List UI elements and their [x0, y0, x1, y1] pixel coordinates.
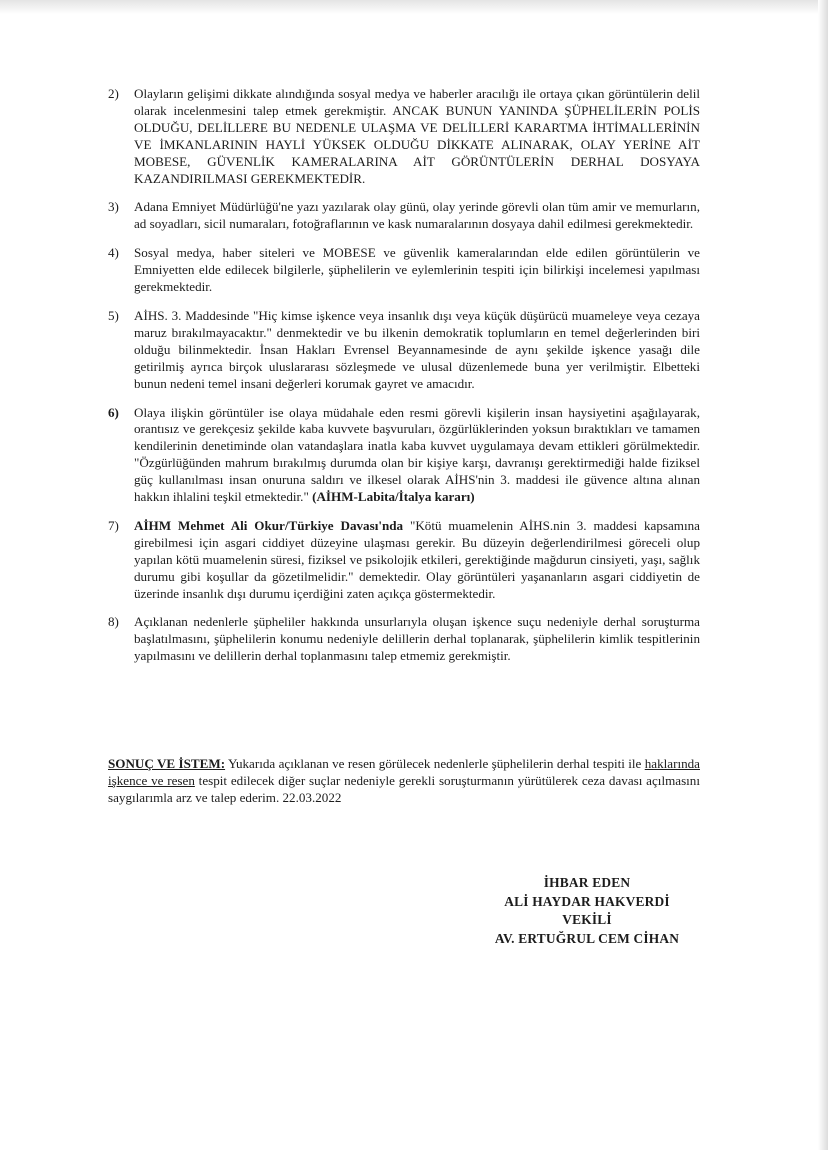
item-text: Olayların gelişimi dikkate alındığında sosyal medya ve haberler aracılığı ile ortaya çıkan görüntülerin delil olarak incelenmesini talep etmek gerekmiştir. ANCAK BUNUN YANINDA ŞÜPHELİLERİN POLİS OLDUĞU, DELİLLERE BU NEDENLE ULAŞMA VE DELİLLERİ KARARTMA İHTİMALLERİNİN VE İMKANLARININ HAYLİ YÜKSEK OLDUĞU DİKKATE ALINARAK, OLAY YERİNE AİT MOBESE, GÜVENLİK KAMERALARINA AİT GÖRÜNTÜLERİN DERHAL DOSYAYA KAZANDIRILMASI GEREKMEKTEDİR. — [134, 86, 700, 186]
item-text: "Kötü muamelenin AİHS.nin 3. maddesi kapsamına girebilmesi için asgari ciddiyet düzeyine ulaşması gerekir. Bu düzeyin değerlendirilmesi göreceli olup yapılan kötü muamelenin süresi, fiziksel ve psikolojik etkileri, gerektiğinde mağdurun cinsiyeti, yaşı, sağlık durumu gibi koşullar da gözetilmelidir." demektedir. Olay görüntüleri yaşananların asgari ciddiyetin de üzerinde insanlık dışı durumu içerdiğini zaten açıkça göstermektedir. — [134, 517, 700, 601]
conclusion-heading: SONUÇ VE İSTEM: — [108, 756, 226, 771]
conclusion-underlined: haklarında işkence ve resen — [108, 756, 700, 788]
list-item-3 — [108, 199, 700, 233]
item-number: 3) — [108, 199, 119, 215]
list-item-4 — [108, 245, 700, 296]
item-text-wrapper — [134, 518, 700, 603]
item-number: 7) — [108, 517, 119, 533]
list-item-5 — [108, 308, 700, 393]
signature-line-1: İHBAR EDEN — [543, 875, 631, 890]
scan-edge-top — [0, 0, 828, 14]
document-body — [108, 86, 700, 677]
signature-line-4: AV. ERTUĞRUL CEM CİHAN — [494, 930, 680, 946]
item-number: 6) — [108, 404, 119, 420]
case-title: AİHM Mehmet Ali Okur/Türkiye Davası'nda — [134, 517, 404, 533]
conclusion-text: Yukarıda açıklanan ve resen görülecek nedenlerle şüphelilerin derhal tespiti ile — [225, 756, 642, 771]
item-text-wrapper — [134, 405, 700, 506]
item-text: Olaya ilişkin görüntüler ise olaya müdahale eden resmi görevli kişilerin insan haysiyetini aşağılayarak, orantısız ve gerekçesiz şekilde kaba kuvvete başvuruları, özgürlüklerinden yoksun bıraktıkları ve tamamen kendilerinin denetiminde olan vatandaşlara inatla kaba kuvvet uygulamaya devam ettikleri görülmektedir. "Özgürlüğünden mahrum bırakılmış durumda olan bir kişiye karşı, davranışı gerektirmediği halde fiziksel güç kullanılması insan onuruna saldırı ve ilkesel olarak AİHS'nin 3. maddesi ile güvence altına alınan hakkın ihlalini teşkil etmektedir." — [134, 404, 700, 505]
item-number: 5) — [108, 307, 119, 323]
item-text: AİHS. 3. Maddesinde "Hiç kimse işkence veya insanlık dışı veya küçük düşürücü muameleye veya cezaya maruz bırakılmayacaktır." denmektedir ve bu ilkenin demokratik toplumların en temel değerlerinden biri olduğu bilinmektedir. İnsan Hakları Evrensel Beyannamesinde de aynı şekilde işkence yasağı dile getirilmiş ayrıca birçok uluslararası sözleşmede ve ulusal düzenlemede buna yer verilmiştir. Elbetteki bunun nedeni temel insani değerleri korumak gayret ve amacıdır. — [134, 307, 700, 391]
item-text: Adana Emniyet Müdürlüğü'ne yazı yazılarak olay günü, olay yerinde görevli olan tüm amir ve memurların, ad soyadları, sicil numaraları, fotoğraflarının ve kask numaralarının dosyaya dahil edilmesi gerekmektedir. — [134, 199, 700, 232]
item-text: Sosyal medya, haber siteleri ve MOBESE ve güvenlik kameralarından elde edilen görüntülerin ve Emniyetten elde edilecek bilgilerle, şüphelilerin ve eylemlerinin tespiti için bilirkişi incelemesi yapılması gerekmektedir. — [134, 245, 700, 295]
list-item-8 — [108, 614, 700, 665]
conclusion-rest: tespit edilecek diğer suçlar nedeniyle gerekli soruşturmanın yürütülerek ceza davası açılmasını saygılarımla arz ve talep ederim. 22.03.2022 — [108, 772, 700, 805]
signature-line-3: VEKİLİ — [562, 912, 612, 928]
item-text: Açıklanan nedenlerle şüpheliler hakkında unsurlarıyla oluşan işkence suçu nedeniyle derhal soruşturma başlatılmasını, şüphelilerin konumu nedeniyle delillerin derhal toplanarak, şüphelilerin kimlik tespitlerinin yapılmasını ve delillerin derhal toplanmasını talep etmemiz gerekmiştir. — [134, 614, 700, 664]
case-citation: (AİHM-Labita/İtalya kararı) — [312, 489, 475, 505]
conclusion-paragraph — [108, 756, 700, 807]
signature-line-2: ALİ HAYDAR HAKVERDİ — [504, 893, 670, 909]
list-item-6 — [108, 405, 700, 506]
item-number: 2) — [108, 86, 119, 101]
signature-block — [452, 874, 722, 948]
list-item-2 — [108, 86, 700, 187]
item-number: 4) — [108, 245, 119, 261]
list-item-7 — [108, 518, 700, 603]
item-number: 8) — [108, 614, 119, 630]
scan-edge-right — [818, 0, 828, 1150]
